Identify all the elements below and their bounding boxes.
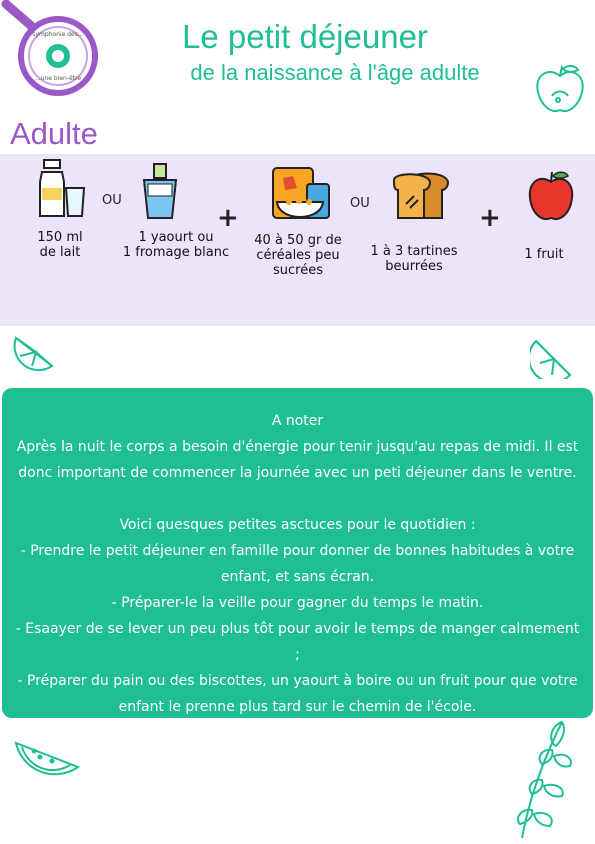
- item-label-text: 40 à 50 gr de céréales peu sucrées: [254, 233, 342, 278]
- logo: [0, 0, 110, 110]
- toast-icon: [390, 170, 450, 222]
- note-text: [14, 408, 581, 720]
- section-title: Adulte: [10, 116, 98, 151]
- note-tip-2: - Préparer-le la veille pour gagner du temps le matin.: [111, 595, 484, 611]
- apple-icon: [526, 168, 576, 224]
- citrus-slice-icon: [530, 335, 576, 379]
- logo-text-bottom: ...une bien-être: [34, 75, 82, 82]
- leaf-branch-icon: [492, 716, 582, 840]
- item-label-text: 1 à 3 tartines beurrées: [370, 244, 458, 274]
- cereal-bowl-icon: [267, 166, 333, 226]
- or-label-2: OU: [350, 196, 370, 211]
- note-gap: [14, 486, 581, 512]
- plus-sign-2: +: [479, 203, 501, 233]
- yogurt-drink-icon: [140, 162, 180, 222]
- item-label-text: 1 yaourt ou 1 fromage blanc: [122, 230, 230, 260]
- logo-text-top: symphonie des...: [32, 31, 84, 38]
- page-title: Le petit déjeuner: [182, 18, 428, 55]
- item-label-text: 150 ml de lait: [37, 230, 83, 260]
- citrus-slice-icon: [12, 330, 58, 372]
- item-label-yogurt: [118, 230, 234, 260]
- plus-sign-1: +: [217, 203, 239, 233]
- item-label-text: 1 fruit: [524, 247, 564, 262]
- note-box: [2, 388, 593, 718]
- item-label-toast: [362, 244, 466, 274]
- milk-bottle-glass-icon: [36, 158, 88, 220]
- note-paragraph: Après la nuit le corps a besoin d'énergie pour tenir jusqu'au repas de midi. Il est donc important de commencer la journée avec un peti déjeuner dans le ventre.: [16, 439, 579, 481]
- item-label-cereal: [246, 233, 350, 278]
- item-label-milk: [20, 230, 100, 260]
- apple-outline-icon: [530, 60, 590, 120]
- note-heading: A noter: [271, 413, 324, 429]
- or-label-1: OU: [102, 193, 122, 208]
- note-tip-4: - Préparer du pain ou des biscottes, un yaourt à boire ou un fruit pour que votre enfant le prenne plus tard sur le chemin de l'école.: [17, 673, 578, 715]
- note-tip-3: - Esaayer de se lever un peu plus tôt pour avoir le temps de manger calmement ;: [15, 621, 580, 663]
- page-subtitle: de la naissance à l'âge adulte: [190, 60, 480, 85]
- watermelon-slice-icon: [12, 735, 82, 781]
- item-label-fruit: [506, 247, 582, 262]
- note-tips-heading: Voici quesques petites asctuces pour le quotidien :: [119, 517, 476, 533]
- note-tip-1: - Prendre le petit déjeuner en famille pour donner de bonnes habitudes à votre enfant, et sans écran.: [20, 543, 575, 585]
